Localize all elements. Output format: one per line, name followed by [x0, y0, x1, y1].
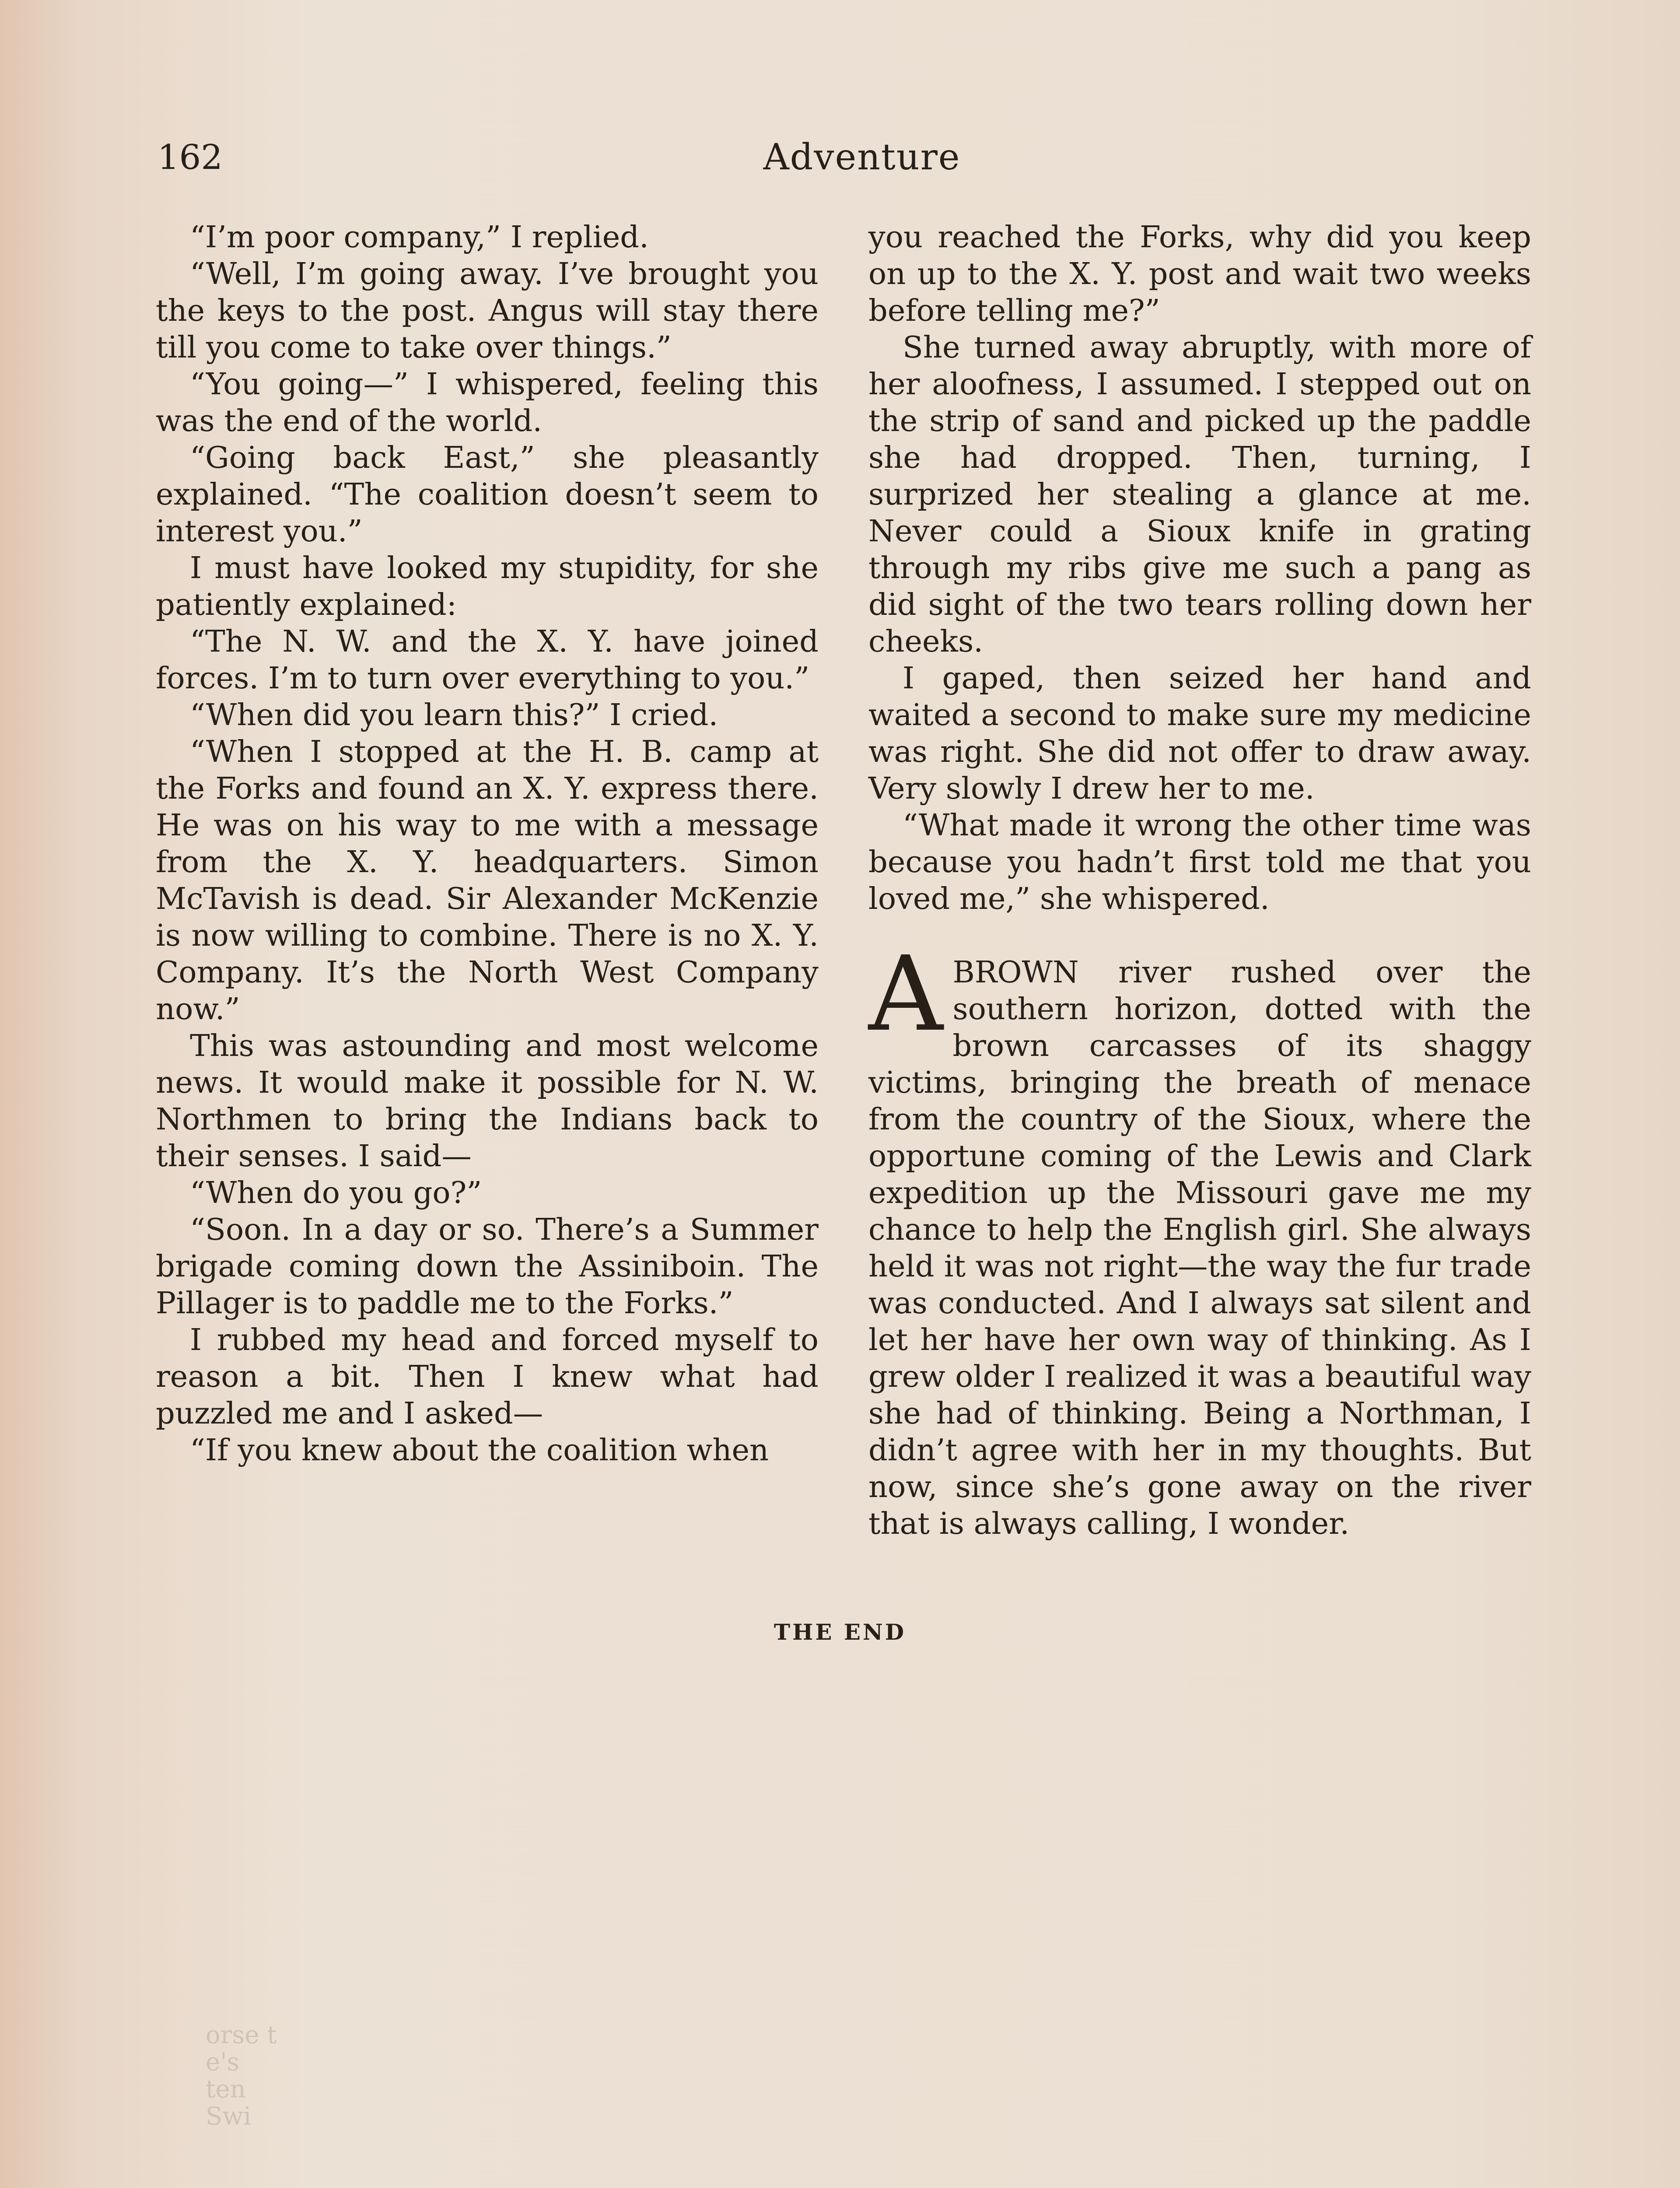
paragraph: “Going back East,” she pleasantly explained. “The coalition doesn’t seem to interest you.”	[156, 440, 819, 549]
paragraph-continuation: you reached the Forks, why did you keep on up to the X. Y. post and wait two weeks before telling me?”	[868, 220, 1531, 328]
paragraph: “You going—” I whispered, feeling this was the end of the world.	[156, 367, 819, 438]
paragraph: “I’m poor company,” I replied.	[190, 220, 649, 255]
running-title: Adventure	[763, 137, 961, 178]
bleed-line: Swi	[206, 2102, 252, 2131]
bleed-line: ten	[206, 2075, 246, 2104]
bleed-line: orse t	[206, 2021, 277, 2049]
bleed-through-text	[206, 2022, 337, 2130]
paragraph: “When did you learn this?” I cried.	[190, 698, 718, 733]
the-end-mark: THE END	[774, 1619, 906, 1645]
paragraph: “Soon. In a day or so. There’s a Summer brigade coming down the Assiniboin. The Pillager is to paddle me to the Forks.”	[156, 1212, 819, 1321]
page-header	[0, 131, 1680, 184]
right-column	[868, 219, 1531, 1542]
paragraph: I gaped, then seized her hand and waited a second to make sure my medicine was right. She did not offer to draw away. Very slowly I drew her to me.	[868, 661, 1531, 806]
page-number: 162	[158, 138, 223, 177]
bleed-line: e's	[206, 2048, 240, 2076]
drop-cap: A	[868, 934, 943, 1054]
paragraph: “When I stopped at the H. B. camp at the Forks and found an X. Y. express there. He was on his way to me with a message from the X. Y. headquarters. Simon McTavish is dead. Sir Alexander McKenzie is now willing to combine. There is no X. Y. Company. It’s the North West Company now.”	[156, 734, 819, 1027]
closing-section	[868, 934, 1531, 1542]
paragraph: “Well, I’m going away. I’ve brought you the keys to the post. Angus will stay there till you come to take over things.”	[156, 256, 819, 365]
final-paragraph: BROWN river rushed over the southern horizon, dotted with the brown carcasses of its shaggy victims, bringing the breath of menace from the country of the Sioux, where the opportune coming of the Lewis and Clark expedition up the Missouri gave me my chance to help the English girl. She always held it was not right—the way the fur trade was conducted. And I always sat silent and let her have her own way of thinking. As I grew older I realized it was a beautiful way she had of thinking. Being a Northman, I didn’t agree with her in my thoughts. But now, since she’s gone away on the river that is always calling, I wonder.	[868, 955, 1531, 1541]
paragraph: “When do you go?”	[190, 1175, 482, 1210]
paragraph: “The N. W. and the X. Y. have joined forces. I’m to turn over everything to you.”	[156, 624, 819, 696]
paragraph: I must have looked my stupidity, for she patiently explained:	[156, 551, 819, 622]
paragraph: I rubbed my head and forced myself to reason a bit. Then I knew what had puzzled me and I asked—	[156, 1322, 819, 1431]
left-column	[156, 219, 819, 1469]
paragraph: This was astounding and most welcome news. It would make it possible for N. W. Northmen to bring the Indians back to their senses. I said—	[156, 1028, 819, 1174]
paragraph: “If you knew about the coalition when	[190, 1433, 769, 1468]
paragraph: She turned away abruptly, with more of her aloofness, I assumed. I stepped out on the strip of sand and picked up the paddle she had dropped. Then, turning, I surprized her stealing a glance at me. Never could a Sioux knife in grating through my ribs give me such a pang as did sight of the two tears rolling down her cheeks.	[868, 330, 1531, 659]
paragraph: “What made it wrong the other time was because you hadn’t first told me that you loved me,” she whispered.	[868, 808, 1531, 916]
